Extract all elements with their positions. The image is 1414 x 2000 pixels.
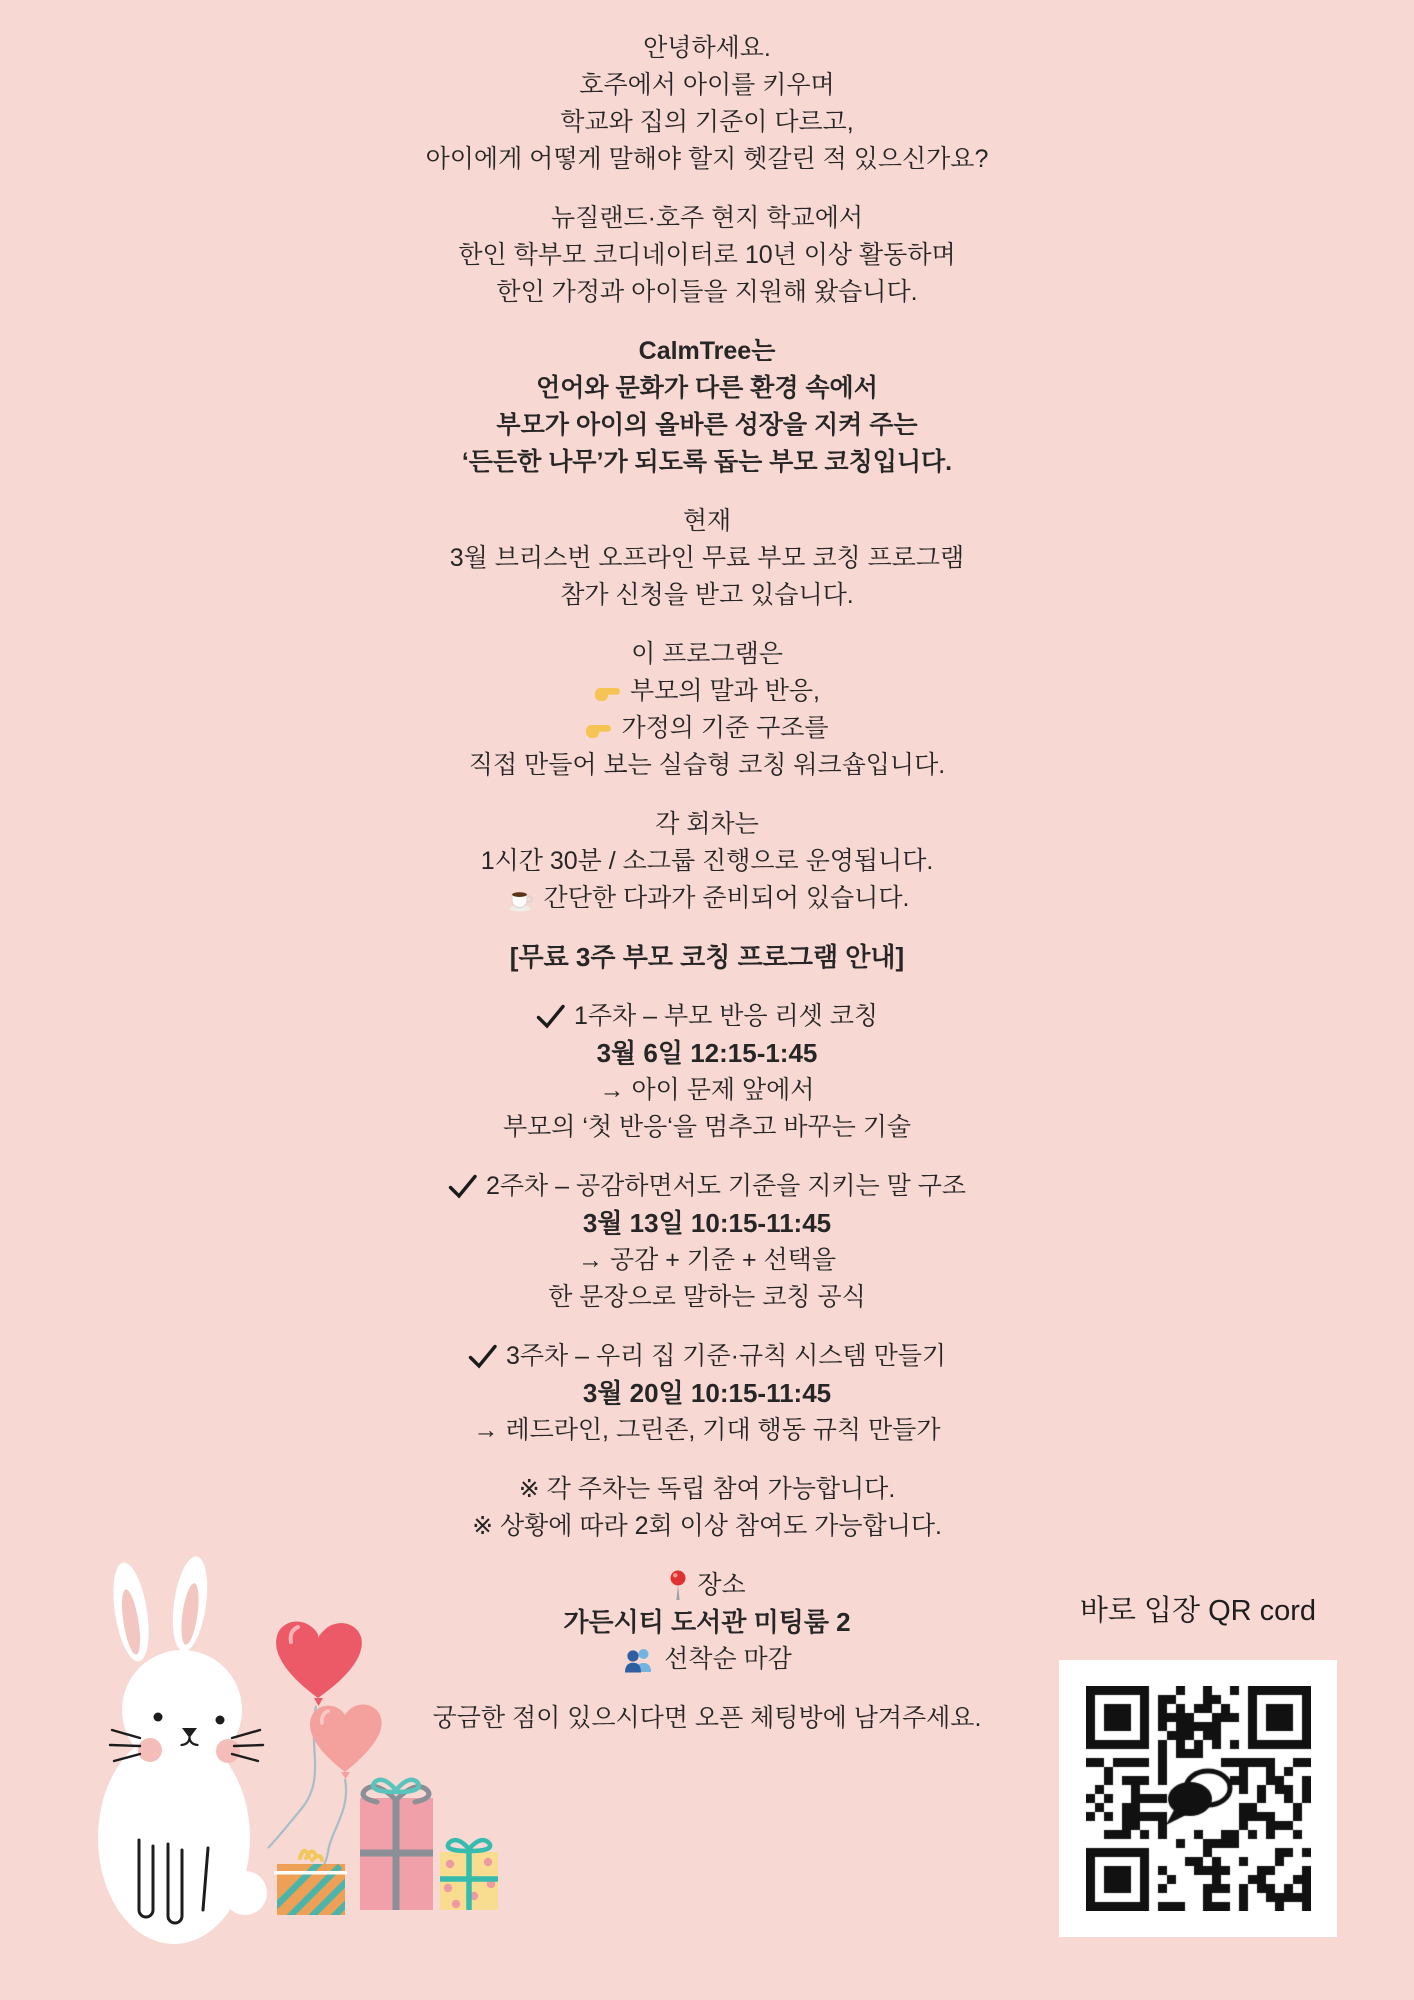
calmtree-line: ‘든든한 나무’가 되도록 돕는 부모 코칭입니다. <box>461 448 953 476</box>
intro-line: 학교와 집의 기준이 다르고, <box>560 108 854 136</box>
session-line: 1시간 30분 / 소그룹 진행으로 운영됩니다. <box>480 847 934 875</box>
program-intro-line: 이 프로그램은 <box>631 640 783 668</box>
week-datetime: 3월 13일 10:15-11:45 <box>582 1208 832 1238</box>
week-title: 2주차 – 공감하면서도 기준을 지키는 말 구조 <box>485 1172 967 1200</box>
pointing-right-icon <box>594 681 621 702</box>
note-line: ※ 상황에 따라 2회 이상 참여도 가능합니다. <box>472 1512 942 1540</box>
intro-line: 안녕하세요. <box>643 34 771 62</box>
week-detail: → 공감 + 기준 + 선택을 <box>578 1246 836 1274</box>
check-icon <box>536 1004 565 1029</box>
bunny-illustration <box>60 1480 510 2000</box>
check-icon <box>448 1174 477 1199</box>
session-coffee-text: 간단한 다과가 준비되어 있습니다. <box>543 884 910 912</box>
venue-capacity: 선착순 마감 <box>664 1645 792 1673</box>
coffee-icon <box>505 886 535 912</box>
current-line: 3월 브리스번 오프라인 무료 부모 코칭 프로그램 <box>449 544 965 572</box>
qr-code <box>1086 1686 1311 1911</box>
session-line: 각 회차는 <box>655 810 759 838</box>
experience-line: 뉴질랜드·호주 현지 학교에서 <box>550 204 864 232</box>
program-point-text: 가정의 기준 구조를 <box>621 714 829 742</box>
program-point-line <box>0 710 1414 747</box>
gift-boxes <box>260 1780 498 1936</box>
pointing-right-icon <box>585 718 612 739</box>
current-line: 참가 신청을 받고 있습니다. <box>560 581 854 609</box>
week-datetime: 3월 20일 10:15-11:45 <box>582 1378 832 1408</box>
experience-paragraph <box>0 200 1414 311</box>
note-line: ※ 각 주차는 독립 참여 가능합니다. <box>518 1475 896 1503</box>
week-datetime: 3월 6일 12:15-1:45 <box>596 1038 818 1068</box>
intro-line: 호주에서 아이를 키우며 <box>579 71 835 99</box>
experience-line: 한인 가정과 아이들을 지원해 왔습니다. <box>496 278 918 306</box>
calmtree-line: 언어와 문화가 다른 환경 속에서 <box>536 374 878 402</box>
week-detail: 부모의 ‘첫 반응‘을 멈추고 바꾸는 기술 <box>502 1113 912 1141</box>
calmtree-line: 부모가 아이의 올바른 성장을 지켜 주는 <box>496 411 918 439</box>
schedule-title: [무료 3주 부모 코칭 프로그램 안내] <box>509 942 905 972</box>
calmtree-line: CalmTree는 <box>638 337 776 365</box>
intro-paragraph <box>0 30 1414 178</box>
check-icon <box>468 1344 497 1369</box>
session-coffee-line <box>0 880 1414 917</box>
people-icon <box>622 1646 655 1673</box>
schedule-title-paragraph <box>0 939 1414 976</box>
week-3-block <box>0 1338 1414 1449</box>
pin-icon <box>668 1570 688 1601</box>
week-2-block <box>0 1168 1414 1316</box>
program-outro-line: 직접 만들어 보는 실습형 코칭 워크숍입니다. <box>468 751 946 779</box>
week-title: 3주차 – 우리 집 기준·규칙 시스템 만들기 <box>505 1342 947 1370</box>
program-paragraph <box>0 636 1414 784</box>
contact-line: 궁금한 점이 있으시다면 오픈 체팅방에 남겨주세요. <box>432 1704 982 1732</box>
qr-panel <box>1059 1660 1337 1937</box>
current-line: 현재 <box>682 507 732 535</box>
week-detail: → 아이 문제 앞에서 <box>599 1076 815 1104</box>
week-title-line <box>0 1168 1414 1205</box>
qr-label: 바로 입장 QR cord <box>1079 1595 1317 1627</box>
venue-name: 가든시티 도서관 미팅룸 2 <box>563 1607 851 1637</box>
week-detail: 한 문장으로 말하는 코칭 공식 <box>548 1283 866 1311</box>
week-title-line <box>0 1338 1414 1375</box>
experience-line: 한인 학부모 코디네이터로 10년 이상 활동하며 <box>458 241 956 269</box>
bunny <box>98 1554 267 1944</box>
program-point-text: 부모의 말과 반응, <box>630 677 820 705</box>
program-point-line <box>0 673 1414 710</box>
intro-line: 아이에게 어떻게 말해야 할지 헷갈린 적 있으신가요? <box>425 145 989 173</box>
current-paragraph <box>0 503 1414 614</box>
week-1-block <box>0 998 1414 1146</box>
week-detail: → 레드라인, 그린존, 기대 행동 규칙 만들가 <box>473 1416 941 1444</box>
week-title-line <box>0 998 1414 1035</box>
session-paragraph <box>0 806 1414 917</box>
week-title: 1주차 – 부모 반응 리셋 코칭 <box>573 1002 879 1030</box>
venue-label: 장소 <box>697 1571 746 1599</box>
calmtree-paragraph <box>0 333 1414 481</box>
